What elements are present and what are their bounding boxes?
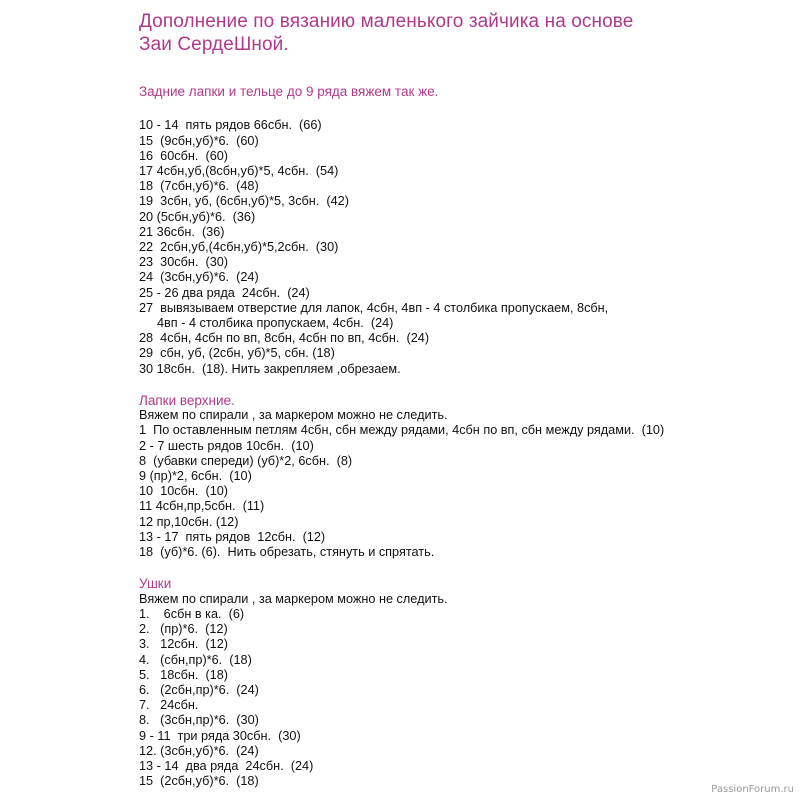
pattern-row: 21 36сбн. (36)	[139, 224, 225, 239]
section-upper-paws-rows	[139, 408, 789, 560]
pattern-note: Вяжем по спирали , за маркером можно не следить.	[139, 408, 448, 423]
document-title	[139, 10, 789, 56]
section-body-rows	[139, 118, 789, 376]
section-heading-upper-paws: Лапки верхние.	[139, 392, 235, 408]
pattern-row: 18 (7сбн,уб)*6. (48)	[139, 179, 259, 194]
pattern-row-continuation: 4вп - 4 столбика пропускаем, 4сбн. (24)	[157, 316, 394, 331]
title-line-2: Заи СердеШной.	[139, 34, 289, 55]
pattern-row: 5. 18сбн. (18)	[139, 667, 229, 682]
pattern-row: 2. (пр)*6. (12)	[139, 622, 228, 637]
pattern-row: 1 По оставленным петлям 4сбн, сбн между рядами, 4сбн по вп, сбн между рядами. (10)	[139, 423, 665, 438]
section-heading-body: Задние лапки и тельце до 9 ряда вяжем так же.	[139, 84, 439, 99]
pattern-row: 18 (уб)*6. (6). Нить обрезать, стянуть и спрятать.	[139, 545, 435, 560]
pattern-row: 12 пр,10сбн. (12)	[139, 514, 239, 529]
pattern-row: 9 - 11 три ряда 30сбн. (30)	[139, 728, 301, 743]
section-ears-rows	[139, 592, 789, 790]
pattern-row: 22 2сбн,уб,(4сбн,уб)*5,2сбн. (30)	[139, 240, 339, 255]
pattern-row: 29 сбн, уб, (2сбн, уб)*5, сбн. (18)	[139, 346, 335, 361]
pattern-row: 8. (3сбн,пр)*6. (30)	[139, 713, 259, 728]
pattern-row: 23 30сбн. (30)	[139, 255, 229, 270]
pattern-row: 4. (сбн,пр)*6. (18)	[139, 652, 252, 667]
pattern-note: Вяжем по спирали , за маркером можно не следить.	[139, 591, 448, 606]
watermark: PassionForum.ru	[711, 784, 794, 795]
pattern-row: 28 4сбн, 4сбн по вп, 8сбн, 4сбн по вп, 4сбн. (24)	[139, 331, 430, 346]
pattern-row: 10 - 14 пять рядов 66сбн. (66)	[139, 118, 322, 133]
pattern-row: 6. (2сбн,пр)*6. (24)	[139, 682, 259, 697]
pattern-row: 15 (2сбн,уб)*6. (18)	[139, 774, 259, 789]
pattern-row: 27 вывязываем отверстие для лапок, 4сбн, 4вп - 4 столбика пропускаем, 8сбн,	[139, 300, 609, 315]
pattern-row: 10 10сбн. (10)	[139, 484, 229, 499]
pattern-row: 15 (9сбн,уб)*6. (60)	[139, 133, 259, 148]
pattern-row: 30 18сбн. (18). Нить закрепляем ,обрезаем.	[139, 361, 401, 376]
pattern-row: 12. (3сбн,уб)*6. (24)	[139, 743, 259, 758]
pattern-row: 1. 6сбн в ка. (6)	[139, 606, 245, 621]
pattern-row: 25 - 26 два ряда 24сбн. (24)	[139, 285, 310, 300]
title-line-1: Дополнение по вязанию маленького зайчика на основе	[139, 11, 634, 32]
pattern-row: 9 (пр)*2, 6сбн. (10)	[139, 469, 252, 484]
pattern-row: 19 3сбн, уб, (6сбн,уб)*5, 3сбн. (42)	[139, 194, 349, 209]
pattern-row: 2 - 7 шесть рядов 10сбн. (10)	[139, 438, 314, 453]
pattern-row: 3. 12сбн. (12)	[139, 637, 229, 652]
pattern-row: 17 4сбн,уб,(8сбн,уб)*5, 4сбн. (54)	[139, 164, 339, 179]
pattern-row: 7. 24сбн.	[139, 698, 199, 713]
pattern-row: 11 4сбн,пр,5сбн. (11)	[139, 499, 265, 514]
pattern-row: 24 (3сбн,уб)*6. (24)	[139, 270, 259, 285]
pattern-row: 13 - 14 два ряда 24сбн. (24)	[139, 758, 314, 773]
pattern-row: 20 (5сбн,уб)*6. (36)	[139, 209, 256, 224]
document-page	[139, 10, 789, 789]
pattern-row: 13 - 17 пять рядов 12сбн. (12)	[139, 529, 326, 544]
pattern-row: 8 (убавки спереди) (уб)*2, 6сбн. (8)	[139, 453, 353, 468]
section-heading-ears: Ушки	[139, 576, 172, 592]
pattern-row: 16 60сбн. (60)	[139, 148, 229, 163]
